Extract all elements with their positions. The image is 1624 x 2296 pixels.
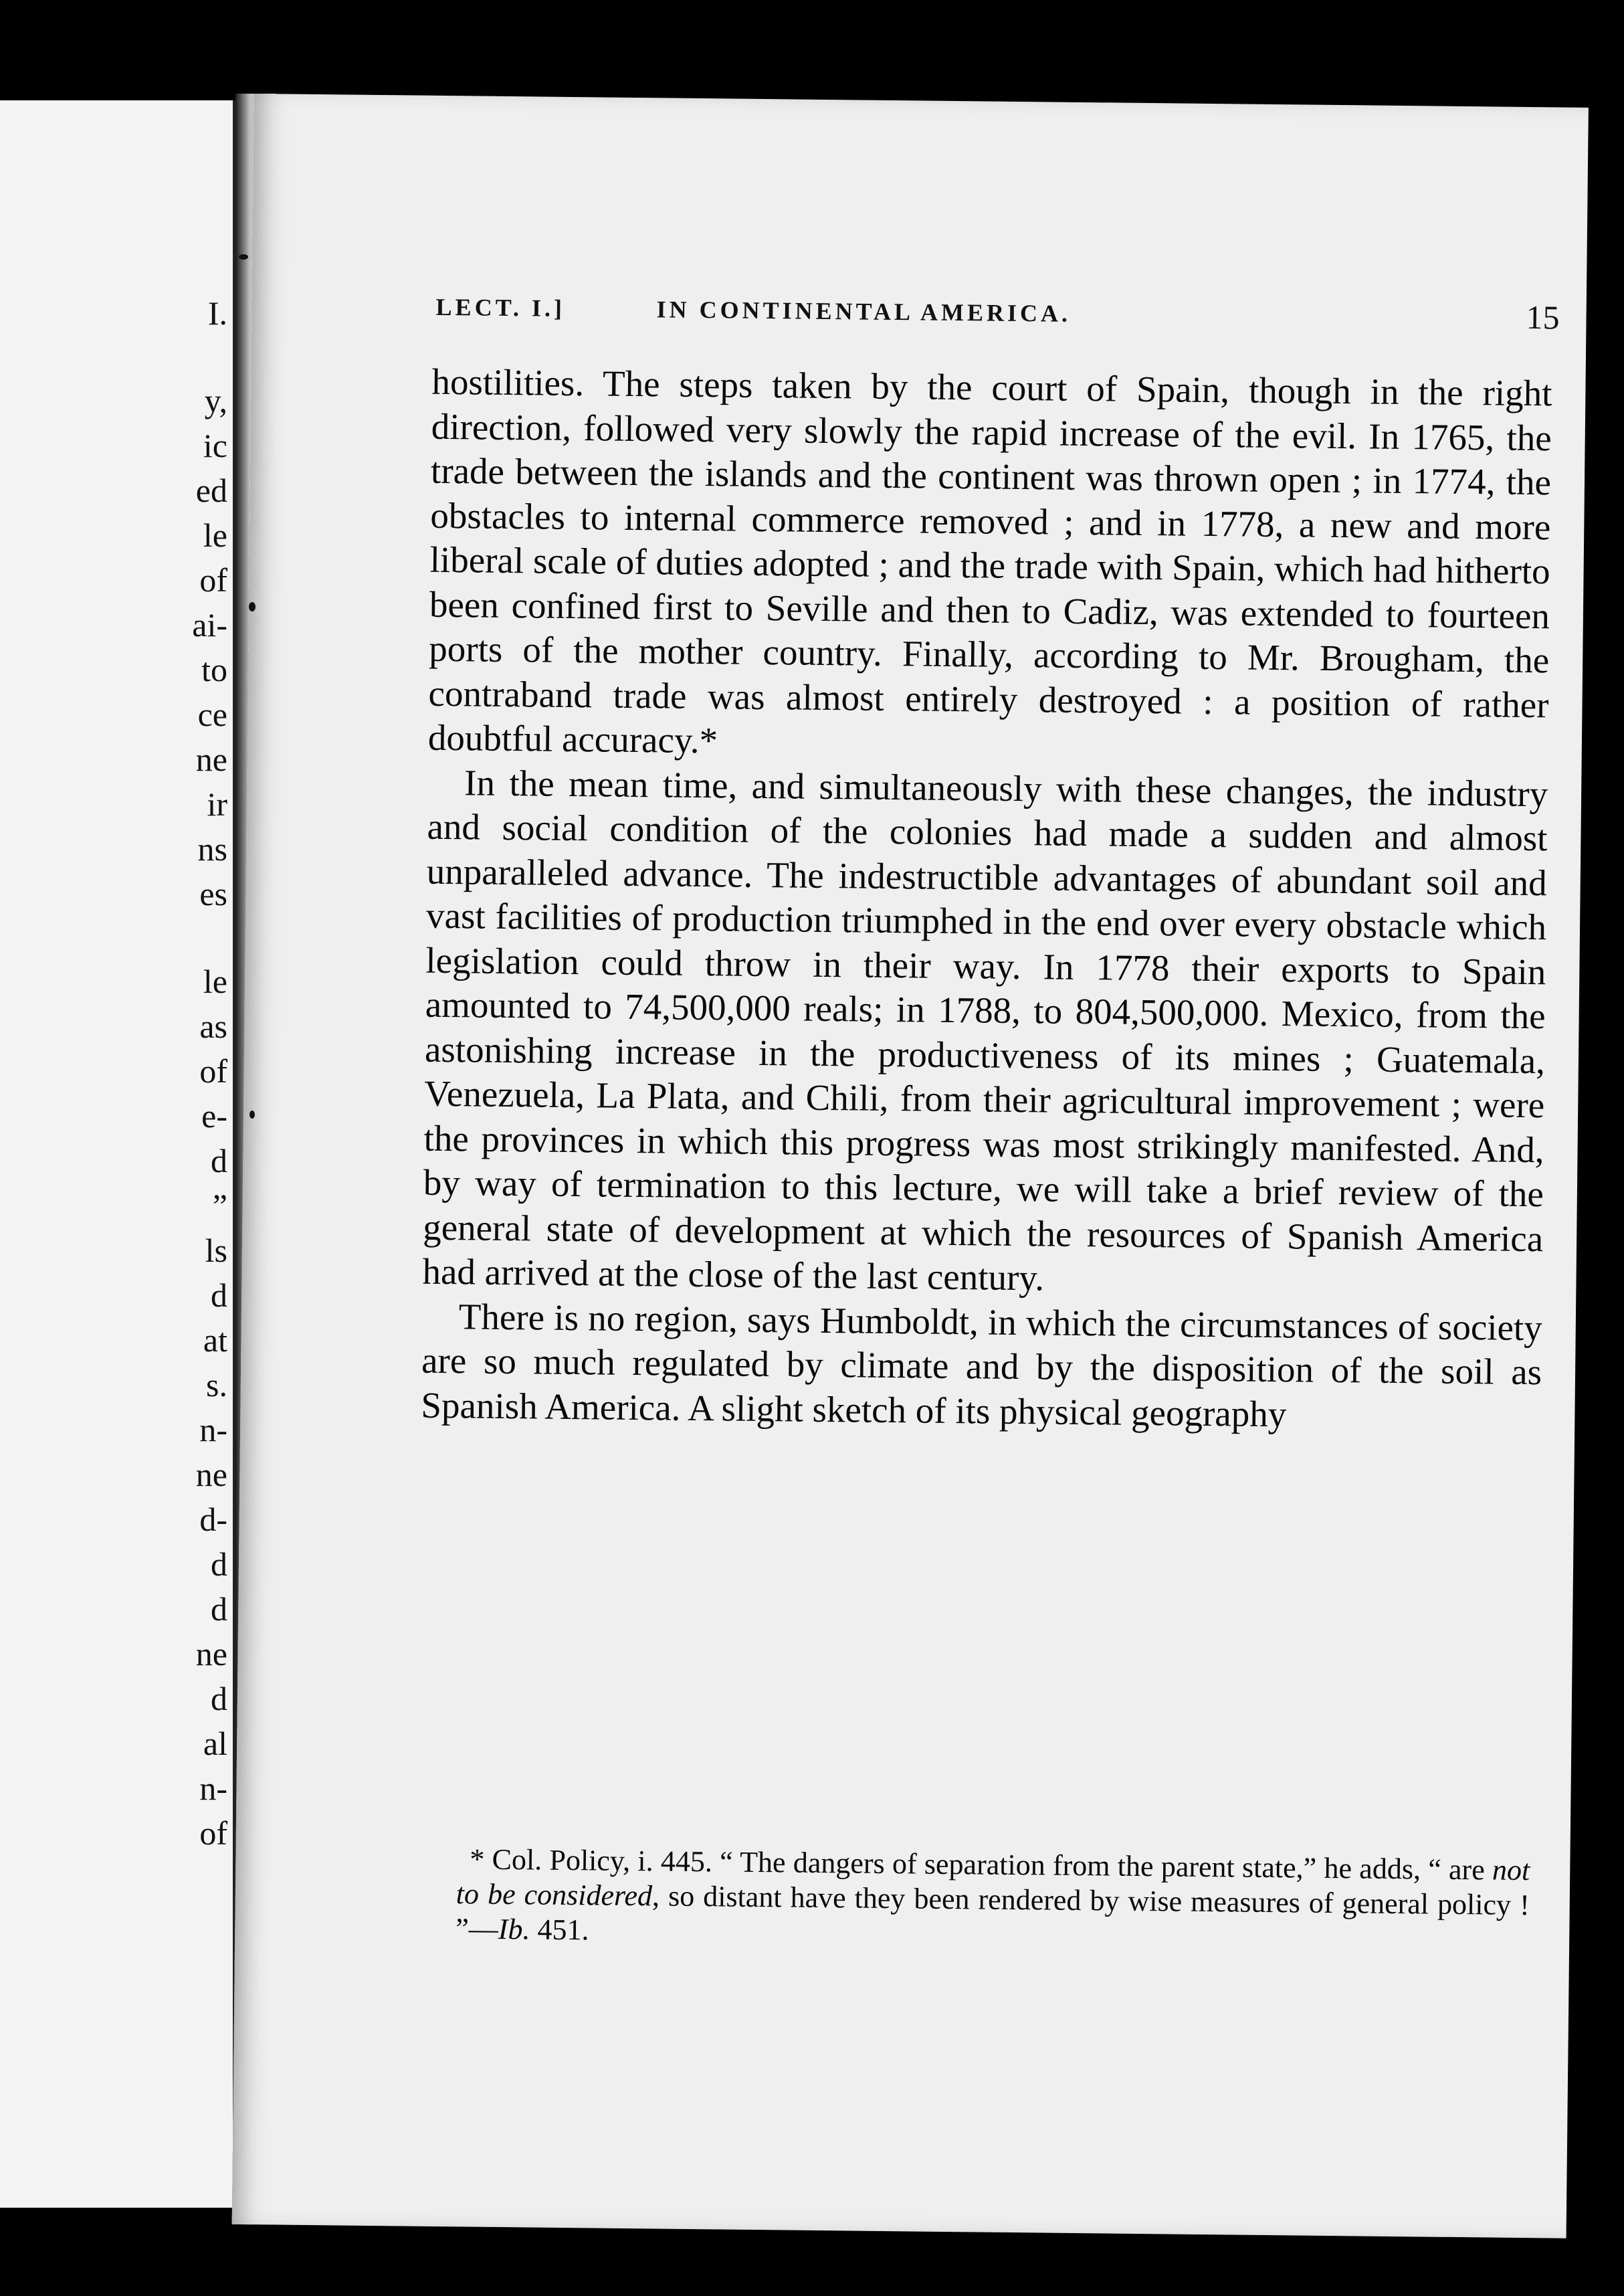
fragment-gap	[174, 336, 227, 379]
page-speck	[249, 602, 256, 611]
page-number: 15	[1526, 298, 1560, 337]
line-fragment: s.	[206, 1366, 227, 1404]
line-fragment: ls	[205, 1232, 227, 1269]
line-fragment: es	[199, 875, 227, 913]
footnote-text-2: , so distant have they been rendered by wise measures of general policy ! ”—	[455, 1879, 1530, 1945]
paragraph-1: hostilities. The steps taken by the court of Spain, though in the right direction, followed very slowly the rapid increase of the evil. In 1765, the trade between the islands and the continent was thrown open ; in 1774, the obstacles to internal commerce removed ; and in 1778, a new and more liberal scale of duties adopted ; and the trade with Spain, which had hitherto been confined first to Seville and then to Cadiz, was extended to fourteen ports of the mother country. Finally, according to Mr. Brougham, the contraband trade was almost entirely destroyed : a position of rather doubtful accuracy.*	[427, 361, 1552, 761]
line-fragment: le	[203, 516, 227, 554]
footnote-text-3: 451.	[530, 1913, 589, 1947]
line-fragment: ir	[207, 785, 227, 823]
book-page	[232, 94, 1589, 2238]
footnote	[455, 1842, 1530, 1957]
line-fragment: d-	[199, 1501, 227, 1538]
line-fragment: d	[211, 1545, 227, 1583]
line-fragment: y,	[204, 382, 227, 419]
line-fragment: le	[203, 963, 227, 1000]
page-speck	[239, 254, 248, 260]
body-text	[421, 360, 1552, 1439]
line-fragment: to	[201, 651, 227, 688]
footnote-source: Ib.	[498, 1912, 530, 1946]
line-fragment: ic	[203, 427, 227, 464]
footnote-text-1: * Col. Policy, i. 445. “ The dangers of separation from the parent state,” he adds, “ are	[470, 1842, 1493, 1887]
line-fragment: ”	[212, 1187, 227, 1224]
lecture-marker: LECT. I.]	[435, 293, 566, 322]
line-fragment: as	[199, 1008, 227, 1045]
paragraph-3: There is no region, says Humboldt, in which the circumstances of society are so much regulated by climate and by the disposition of the soil as Spanish America. A slight sketch of its physical geography	[421, 1295, 1543, 1434]
line-fragment: d	[211, 1276, 227, 1314]
line-fragment: d	[211, 1680, 227, 1717]
line-fragment: n-	[199, 1769, 227, 1807]
line-fragment: ed	[195, 472, 227, 509]
line-fragment: ns	[197, 830, 227, 868]
line-fragment: d	[211, 1590, 227, 1628]
line-fragment: ne	[195, 1635, 227, 1672]
line-fragment: ne	[195, 1456, 227, 1493]
line-fragment: ce	[197, 696, 227, 733]
line-fragment: I.	[207, 294, 227, 332]
previous-page-line-ends	[174, 291, 227, 1856]
line-fragment: of	[199, 561, 227, 599]
line-fragment: ne	[195, 741, 227, 778]
line-fragment: ai-	[192, 606, 227, 644]
running-head	[435, 286, 1560, 352]
running-title: IN CONTINENTAL AMERICA.	[656, 296, 1072, 327]
footnote-emphasis: not to be considered	[455, 1853, 1530, 1913]
line-fragment: of	[199, 1814, 227, 1852]
line-fragment: of	[199, 1052, 227, 1090]
paragraph-2: In the mean time, and simultaneously with these changes, the industry and social condition of the colonies had made a sudden and almost unparalleled advance. The indestructible advantages of abundant soil and vast facilities of production triumphed in the end over every obstacle which legislation could throw in their way. In 1778 their exports to Spain amounted to 74,500,000 reals; in 1788, to 804,500,000. Mexico, from the astonishing increase in the productiveness of its mines ; Guatemala, Venezuela, La Plata, and Chili, from their agricultural improvement ; were the provinces in which this progress was most strikingly manifested. And, by way of termination to this lecture, we will take a brief review of the general state of development at which the resources of Spanish America had arrived at the close of the last century.	[422, 761, 1548, 1299]
fragment-gap	[174, 917, 227, 959]
line-fragment: n-	[199, 1411, 227, 1448]
line-fragment: at	[203, 1321, 227, 1359]
page-speck	[249, 1111, 255, 1119]
line-fragment: al	[203, 1725, 227, 1762]
previous-page-edge	[0, 100, 235, 2208]
line-fragment: e-	[201, 1097, 227, 1135]
line-fragment: d	[211, 1142, 227, 1179]
